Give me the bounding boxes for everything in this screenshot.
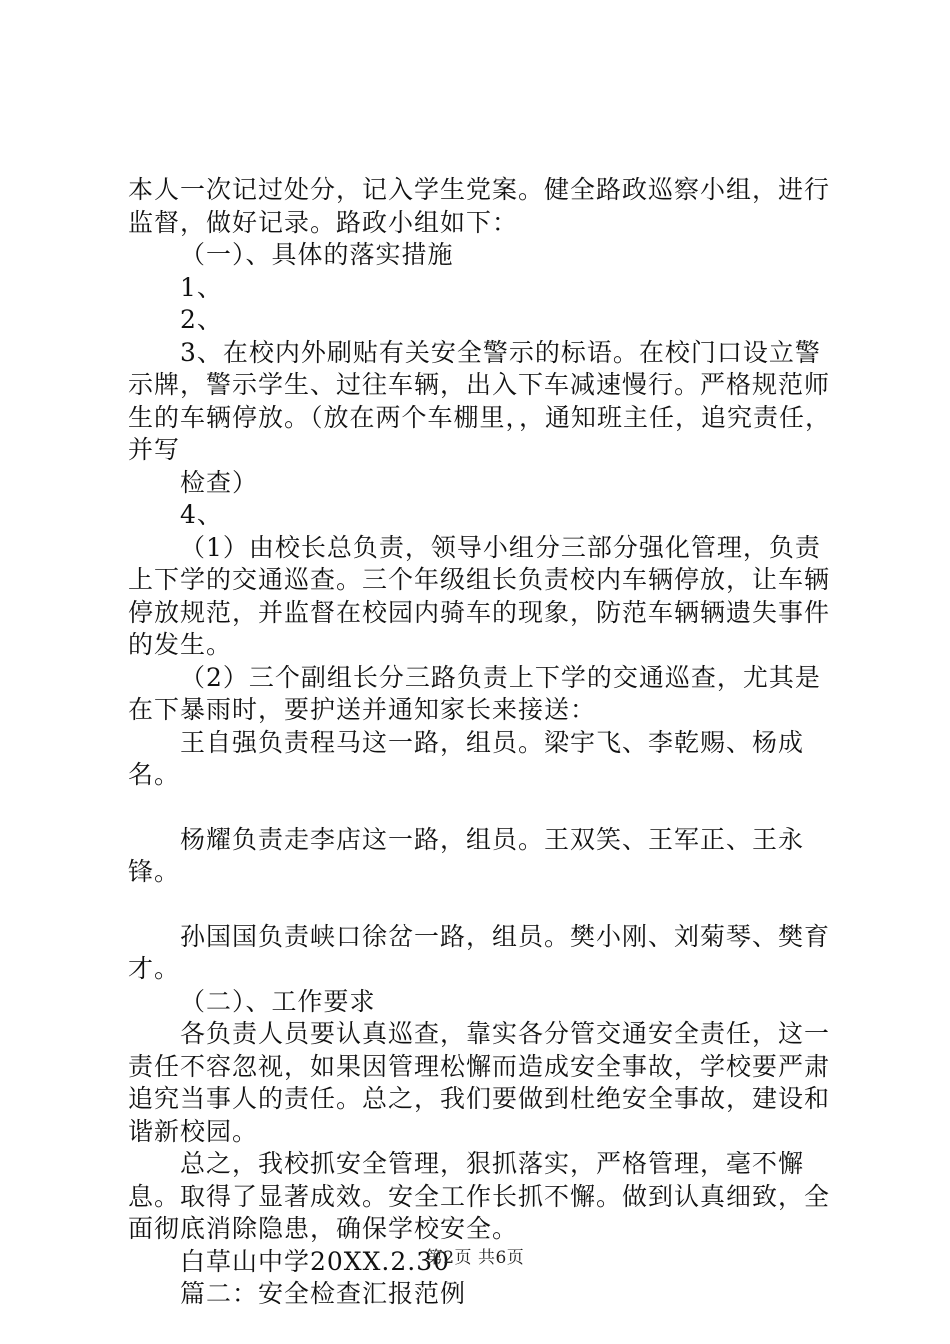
paragraph: 各负责人员要认真巡查，靠实各分管交通安全责任，这一责任不容忽视，如果因管理松懈而造成安全事故，学校要严肃追究当事人的责任。总之，我们要做到杜绝安全事故，建设和谐新校园。 [128, 1019, 831, 1146]
paragraph: 孙国国负责峡口徐岔一路，组员。樊小刚、刘菊琴、樊育才。 [128, 921, 831, 983]
paragraph: （1）由校长总负责，领导小组分三部分强化管理，负责上下学的交通巡查。三个年级组长负责校内车辆停放，让车辆停放规范，并监督在校园内骑车的现象，防范车辆辆遗失事件的发生。 [128, 532, 831, 659]
paragraph: 总之，我校抓安全管理，狠抓落实，严格管理，毫不懈息。取得了显著成效。安全工作长抓不懈。做到认真细致，全面彻底消除隐患，确保学校安全。 [128, 1149, 831, 1243]
section-heading: （一）、具体的落实措施 [180, 240, 454, 269]
paragraph: 检查） [180, 467, 259, 497]
list-item: 1、 [180, 272, 223, 302]
spacer [128, 889, 833, 921]
paragraph: 王自强负责程马这一路，组员。梁宇飞、李乾赐、杨成名。 [128, 727, 805, 789]
signature-line: 白草山中学20XX.2.30 [180, 1246, 451, 1276]
paragraph: （2）三个副组长分三路负责上下学的交通巡查，尤其是在下暴雨时，要护送并通知家长来接送： [128, 662, 821, 724]
paragraph: 本人一次记过处分，记入学生党案。健全路政巡察小组，进行监督，做好记录。路政小组如下： [128, 175, 831, 237]
page-footer: 第2页 共6页 [425, 1248, 525, 1268]
list-item: 4、 [180, 500, 223, 529]
paragraph: 杨耀负责走李店这一路，组员。王双笑、王军正、王永锋。 [128, 824, 805, 886]
section-heading: 篇二：安全检查汇报范例 [180, 1279, 467, 1308]
section-heading: （二）、工作要求 [180, 986, 376, 1016]
list-item: 3、在校内外刷贴有关安全警示的标语。在校门口设立警示牌，警示学生、过往车辆，出入下车减速慢行。严格规范师生的车辆停放。（放在两个车棚里，，通知班主任，追究责任，并写 [128, 337, 832, 464]
document-body [128, 174, 833, 1311]
list-item: 2、 [180, 305, 223, 334]
spacer [128, 792, 833, 824]
